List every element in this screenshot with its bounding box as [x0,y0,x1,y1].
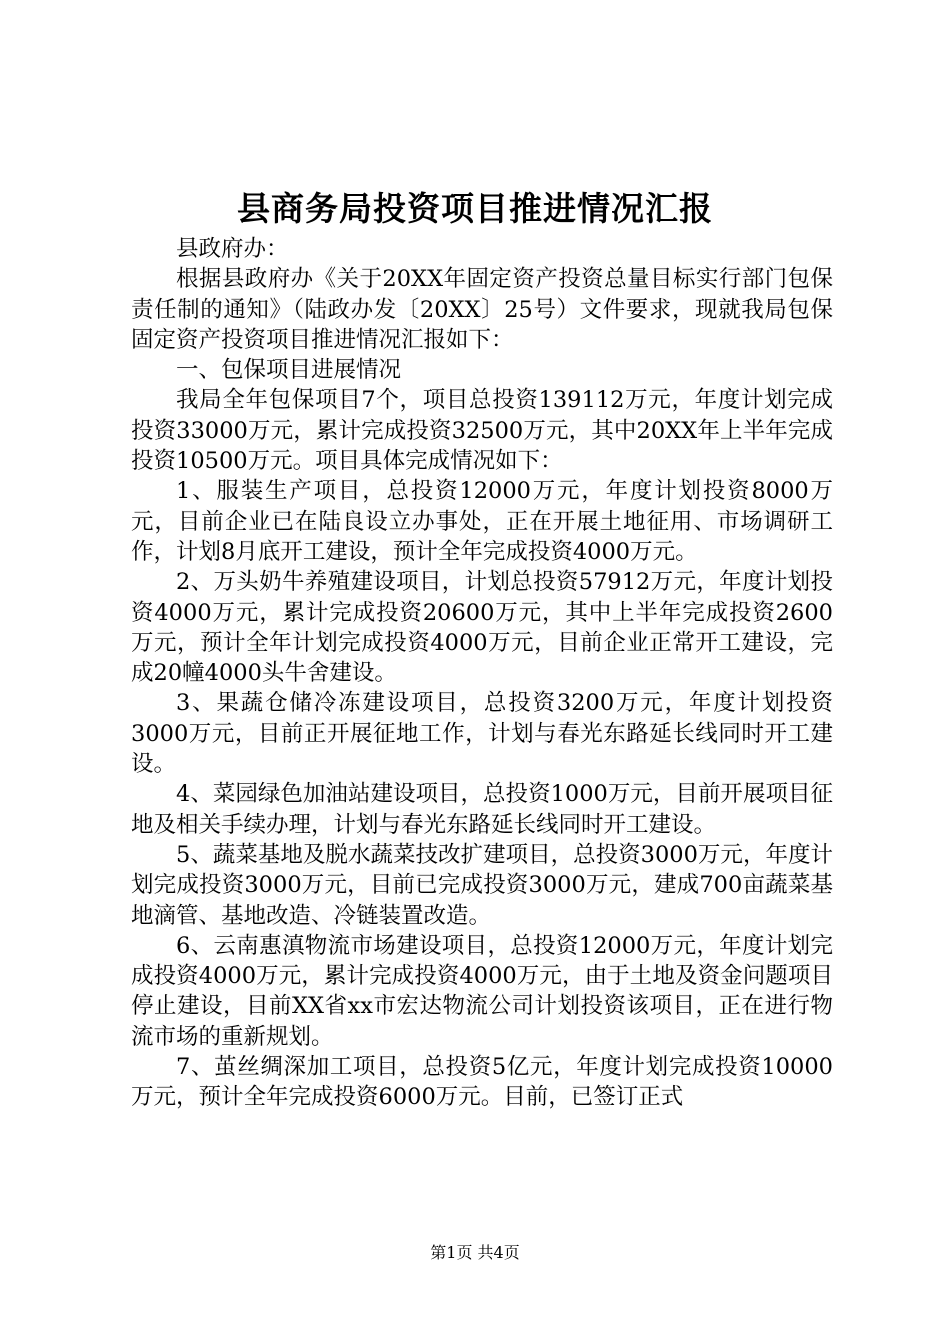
document-body [131,234,833,1113]
summary-paragraph: 我局全年包保项目7个，项目总投资139112万元，年度计划完成投资33000万元，累计完成投资32500万元，其中20XX年上半年完成投资10500万元。项目具体完成情况如下： [131,387,833,475]
page-footer: 第1页 共4页 [430,1243,520,1262]
project-paragraph-4: 4、菜园绿色加油站建设项目，总投资1000万元，目前开展项目征地及相关手续办理，计划与春光东路延长线同时开工建设。 [131,781,833,838]
document-title: 县商务局投资项目推进情况汇报 [237,189,713,228]
project-paragraph-7: 7、茧丝绸深加工项目，总投资5亿元，年度计划完成投资10000万元，预计全年完成投资6000万元。目前，已签订正式 [131,1054,833,1111]
project-paragraph-6: 6、云南惠滇物流市场建设项目，总投资12000万元，年度计划完成投资4000万元，累计完成投资4000万元，由于土地及资金问题项目停止建设，目前XX省xx市宏达物流公司计划投资该项目，正在进行物流市场的重新规划。 [131,932,833,1050]
project-paragraph-2: 2、万头奶牛养殖建设项目，计划总投资57912万元，年度计划投资4000万元，累计完成投资20600万元，其中上半年完成投资2600万元，预计全年计划完成投资4000万元，目前企业正常开工建设，完成20幢4000头牛舍建设。 [131,569,833,687]
intro-paragraph: 根据县政府办《关于20XX年固定资产投资总量目标实行部门包保责任制的通知》（陆政办发〔20XX〕25号）文件要求，现就我局包保固定资产投资项目推进情况汇报如下： [131,266,833,353]
project-paragraph-1: 1、服装生产项目，总投资12000万元，年度计划投资8000万元，目前企业已在陆良设立办事处，正在开展土地征用、市场调研工作，计划8月底开工建设，预计全年完成投资4000万元。 [131,478,833,565]
salutation-paragraph: 县政府办： [176,236,289,262]
project-paragraph-5: 5、蔬菜基地及脱水蔬菜技改扩建项目，总投资3000万元，年度计划完成投资3000万元，目前已完成投资3000万元，建成700亩蔬菜基地滴管、基地改造、冷链装置改造。 [131,841,833,929]
section-heading: 一、包保项目进展情况 [176,357,402,384]
project-paragraph-3: 3、果蔬仓储冷冻建设项目，总投资3200万元，年度计划投资3000万元，目前正开展征地工作，计划与春光东路延长线同时开工建设。 [131,690,833,778]
